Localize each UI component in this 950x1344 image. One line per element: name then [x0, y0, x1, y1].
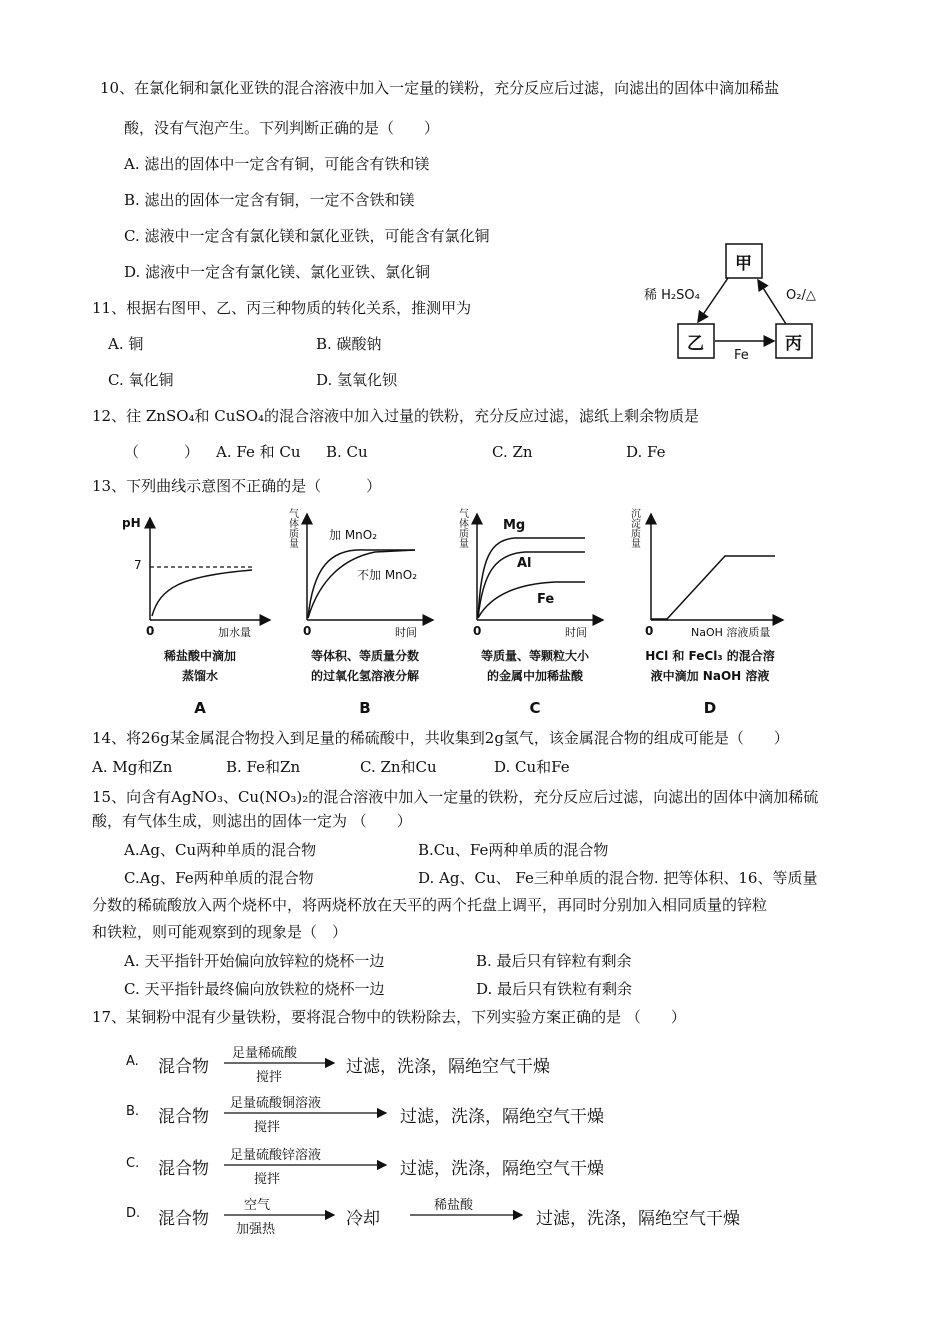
q16-option-b: B. 最后只有锌粒有剩余 — [476, 952, 632, 970]
q12-option-a: A. Fe 和 Cu — [216, 443, 301, 461]
q15-option-d: D. Ag、Cu、 Fe三种单质的混合物. 把等体积、16、等质量 — [418, 869, 818, 887]
q15-option-c: C.Ag、Fe两种单质的混合物 — [124, 869, 314, 887]
chart-b-caption-1: 等体积、等质量分数 — [310, 649, 419, 663]
chart-b-series-mno2: 加 MnO₂ — [329, 528, 378, 542]
q10-option-a: A. 滤出的固体中一定含有铜，可能含有铁和镁 — [124, 155, 430, 173]
chart-b — [285, 508, 445, 718]
chart-b-xlabel: 时间 — [395, 626, 417, 639]
chart-d-ylabel: 沉淀质量 — [631, 509, 641, 550]
q17-a-reagent: 足量稀硫酸 — [232, 1046, 298, 1061]
q15-option-a: A.Ag、Cu两种单质的混合物 — [124, 841, 317, 859]
q17-c-mixture: 混合物 — [158, 1159, 209, 1179]
q14-option-a: A. Mg和Zn — [92, 758, 173, 776]
chart-c-series-fe: Fe — [537, 592, 555, 607]
q15-option-b: B.Cu、Fe两种单质的混合物 — [418, 841, 609, 859]
chart-b-ylabel: 气体质量 — [289, 509, 299, 550]
q17-c-letter: C. — [126, 1156, 140, 1171]
q15-stem-line2: 酸，有气体生成，则滤出的固体一定为 （ ） — [92, 812, 412, 830]
q16-stem-line2: 和铁粒，则可能观察到的现象是（ ） — [92, 923, 348, 941]
q12-option-d: D. Fe — [626, 443, 666, 461]
q17-b-stir: 搅拌 — [254, 1120, 281, 1135]
chart-a-y7: 7 — [134, 558, 142, 572]
q17-stem: 17、某铜粉中混有少量铁粉，要将混合物中的铁粉除去，下列实验方案正确的是 （ ） — [92, 1008, 686, 1026]
q11-stem: 11、根据右图甲、乙、丙三种物质的转化关系，推测甲为 — [92, 299, 472, 317]
q17-d-letter: D. — [126, 1206, 141, 1221]
chart-d-caption-2: 液中滴加 NaOH 溶液 — [650, 669, 770, 683]
chart-d — [625, 508, 795, 718]
q11-option-d: D. 氢氧化钡 — [316, 371, 398, 389]
node-yi: 乙 — [687, 334, 704, 354]
q12-option-b: B. Cu — [326, 443, 368, 461]
q16-stem-line1: 分数的稀硫酸放入两个烧杯中，将两烧杯放在天平的两个托盘上调平，再同时分别加入相同质量的锌粒 — [92, 896, 768, 914]
chart-c-origin: 0 — [473, 624, 482, 638]
q16-option-d: D. 最后只有铁粒有剩余 — [476, 980, 633, 998]
q10-stem-line1: 10、在氯化铜和氯化亚铁的混合溶液中加入一定量的镁粉，充分反应后过滤，向滤出的固体中滴加稀盐 — [100, 79, 780, 97]
q17-b-reagent: 足量硫酸铜溶液 — [230, 1096, 322, 1111]
q11-option-a: A. 铜 — [108, 335, 144, 353]
q17-d-reagent-hcl: 稀盐酸 — [434, 1198, 474, 1213]
chart-a-origin: 0 — [146, 624, 155, 638]
q17-scheme-a — [124, 1040, 824, 1084]
q17-a-stir: 搅拌 — [256, 1070, 283, 1085]
q17-a-result: 过滤，洗涤，隔绝空气干燥 — [346, 1057, 550, 1077]
q17-d-result: 过滤，洗涤，隔绝空气干燥 — [536, 1209, 740, 1229]
chart-d-origin: 0 — [645, 624, 654, 638]
q16-option-a: A. 天平指针开始偏向放锌粒的烧杯一边 — [124, 952, 385, 970]
chart-c-caption-2: 的金属中加稀盐酸 — [486, 669, 583, 683]
chart-a-caption-1: 稀盐酸中滴加 — [163, 649, 236, 663]
chart-b-series-no-mno2: 不加 MnO₂ — [357, 568, 418, 582]
chart-c-caption-1: 等质量、等颗粒大小 — [480, 649, 589, 663]
chart-c-ylabel: 气体质量 — [459, 509, 469, 550]
chart-a-xlabel: 加水量 — [218, 626, 251, 639]
q14-option-d: D. Cu和Fe — [494, 758, 570, 776]
q17-d-mixture: 混合物 — [158, 1209, 209, 1229]
q17-scheme-d — [124, 1192, 824, 1236]
chart-d-caption-1: HCl 和 FeCl₃ 的混合溶 — [645, 649, 775, 663]
chart-a-caption-2: 蒸馏水 — [181, 669, 218, 683]
q16-option-c: C. 天平指针最终偏向放铁粒的烧杯一边 — [124, 980, 385, 998]
q11-transformation-diagram — [640, 240, 840, 370]
chart-b-origin: 0 — [303, 624, 312, 638]
q17-b-result: 过滤，洗涤，隔绝空气干燥 — [400, 1107, 604, 1127]
q12-paren: （ ） — [124, 443, 200, 461]
chart-d-letter: D — [703, 699, 717, 717]
chart-c-xlabel: 时间 — [565, 626, 587, 639]
chart-a — [120, 508, 280, 718]
chart-b-caption-2: 的过氧化氢溶液分解 — [310, 669, 419, 683]
chart-c-series-al: Al — [517, 556, 532, 571]
node-bing: 丙 — [785, 334, 802, 354]
q17-c-reagent: 足量硫酸锌溶液 — [230, 1148, 322, 1163]
chart-a-letter: A — [194, 699, 206, 717]
q17-d-reagent-air: 空气 — [244, 1198, 271, 1213]
label-dilute-h2so4: 稀 H₂SO₄ — [644, 288, 700, 303]
q17-scheme-b — [124, 1090, 824, 1134]
q14-option-b: B. Fe和Zn — [226, 758, 301, 776]
chart-b-letter: B — [359, 699, 371, 717]
q17-d-condition: 加强热 — [236, 1222, 276, 1237]
q11-option-b: B. 碳酸钠 — [316, 335, 382, 353]
q17-a-letter: A. — [126, 1054, 139, 1069]
q17-c-result: 过滤，洗涤，隔绝空气干燥 — [400, 1159, 604, 1179]
label-o2-heat: O₂/△ — [786, 288, 816, 303]
chart-c-series-mg: Mg — [503, 518, 526, 533]
q17-scheme-c — [124, 1142, 824, 1186]
q17-a-mixture: 混合物 — [158, 1057, 209, 1077]
q11-option-c: C. 氧化铜 — [108, 371, 174, 389]
q17-d-cool: 冷却 — [346, 1209, 380, 1229]
q17-b-mixture: 混合物 — [158, 1107, 209, 1127]
q13-stem: 13、下列曲线示意图不正确的是（ ） — [92, 477, 382, 495]
q10-option-d: D. 滤液中一定含有氯化镁、氯化亚铁、氯化铜 — [124, 263, 431, 281]
q17-b-letter: B. — [126, 1104, 140, 1119]
q14-option-c: C. Zn和Cu — [360, 758, 437, 776]
chart-c — [455, 508, 615, 718]
q15-stem-line1: 15、向含有AgNO₃、Cu(NO₃)₂的混合溶液中加入一定量的铁粉，充分反应后过滤，向滤出的固体中滴加稀硫 — [92, 788, 819, 806]
q10-stem-line2: 酸，没有气泡产生。下列判断正确的是（ ） — [124, 119, 440, 137]
label-fe: Fe — [734, 348, 749, 363]
q12-option-c: C. Zn — [492, 443, 533, 461]
chart-a-ylabel: pH — [122, 516, 141, 530]
chart-d-xlabel: NaOH 溶液质量 — [691, 626, 771, 639]
chart-c-letter: C — [529, 699, 541, 717]
q12-stem: 12、往 ZnSO₄和 CuSO₄的混合溶液中加入过量的铁粉，充分反应过滤，滤纸上剩余物质是 — [92, 407, 700, 425]
q17-c-stir: 搅拌 — [254, 1172, 281, 1187]
q10-option-c: C. 滤液中一定含有氯化镁和氯化亚铁，可能含有氯化铜 — [124, 227, 490, 245]
q14-stem: 14、将26g某金属混合物投入到足量的稀硫酸中，共收集到2g氢气，该金属混合物的组成可能是（ ） — [92, 729, 789, 747]
node-jia: 甲 — [735, 254, 752, 274]
q10-option-b: B. 滤出的固体一定含有铜，一定不含铁和镁 — [124, 191, 415, 209]
